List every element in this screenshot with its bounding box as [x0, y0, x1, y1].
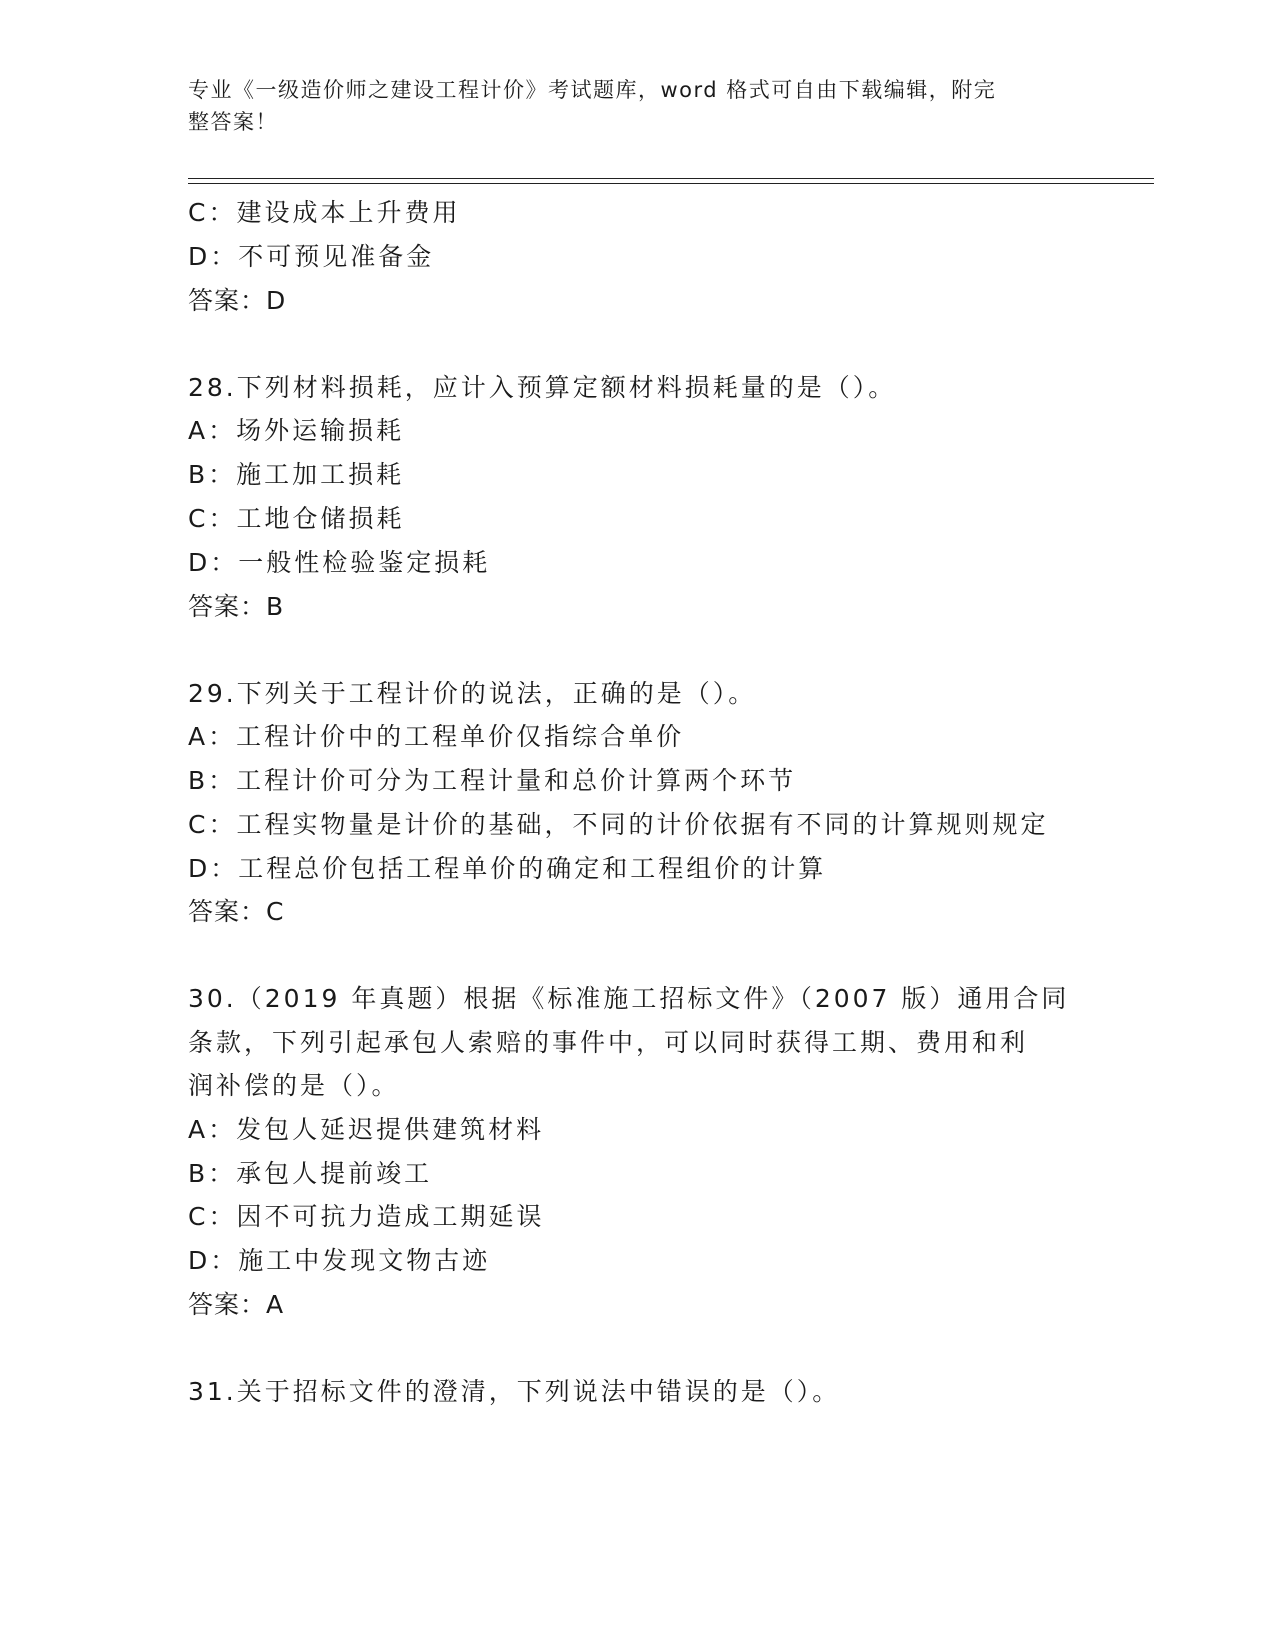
q27-option-d: D：不可预见准备金 [188, 242, 435, 271]
header-divider-top [188, 178, 1154, 179]
q30-question-line-3: 润补偿的是（）。 [188, 1071, 400, 1100]
q29-option-a: A：工程计价中的工程单价仅指综合单价 [188, 722, 685, 751]
q28-answer: 答案：B [188, 592, 285, 621]
q30-option-a: A：发包人延迟提供建筑材料 [188, 1115, 545, 1144]
q30-question-line-2: 条款，下列引起承包人索赔的事件中，可以同时获得工期、费用和利 [188, 1028, 1029, 1057]
q31-question: 31.关于招标文件的澄清，下列说法中错误的是（）。 [188, 1377, 841, 1406]
header-line-2: 整答案！ [188, 110, 278, 134]
q28-option-a: A：场外运输损耗 [188, 416, 405, 445]
q27-answer: 答案：D [188, 286, 287, 315]
q27-option-c: C：建设成本上升费用 [188, 198, 461, 227]
document-header [188, 74, 1088, 138]
q28-question: 28.下列材料损耗，应计入预算定额材料损耗量的是（）。 [188, 373, 897, 402]
q28-option-c: C：工地仓储损耗 [188, 504, 405, 533]
q28-option-b: B：施工加工损耗 [188, 460, 405, 489]
q30-option-d: D：施工中发现文物古迹 [188, 1246, 491, 1275]
q29-option-d: D：工程总价包括工程单价的确定和工程组价的计算 [188, 854, 827, 883]
q28-option-d: D：一般性检验鉴定损耗 [188, 548, 491, 577]
q30-answer: 答案：A [188, 1290, 285, 1319]
q29-answer: 答案：C [188, 897, 285, 926]
header-line-1: 专业《一级造价师之建设工程计价》考试题库，word 格式可自由下载编辑，附完 [188, 78, 997, 102]
q30-question-line-1: 30.（2019 年真题）根据《标准施工招标文件》（2007 版）通用合同 [188, 984, 1070, 1013]
q29-option-b: B：工程计价可分为工程计量和总价计算两个环节 [188, 766, 797, 795]
header-divider-bottom [188, 183, 1154, 184]
q29-question: 29.下列关于工程计价的说法，正确的是（）。 [188, 679, 757, 708]
q30-option-b: B：承包人提前竣工 [188, 1159, 433, 1188]
q30-option-c: C：因不可抗力造成工期延误 [188, 1202, 545, 1231]
q29-option-c: C：工程实物量是计价的基础，不同的计价依据有不同的计算规则规定 [188, 810, 1049, 839]
